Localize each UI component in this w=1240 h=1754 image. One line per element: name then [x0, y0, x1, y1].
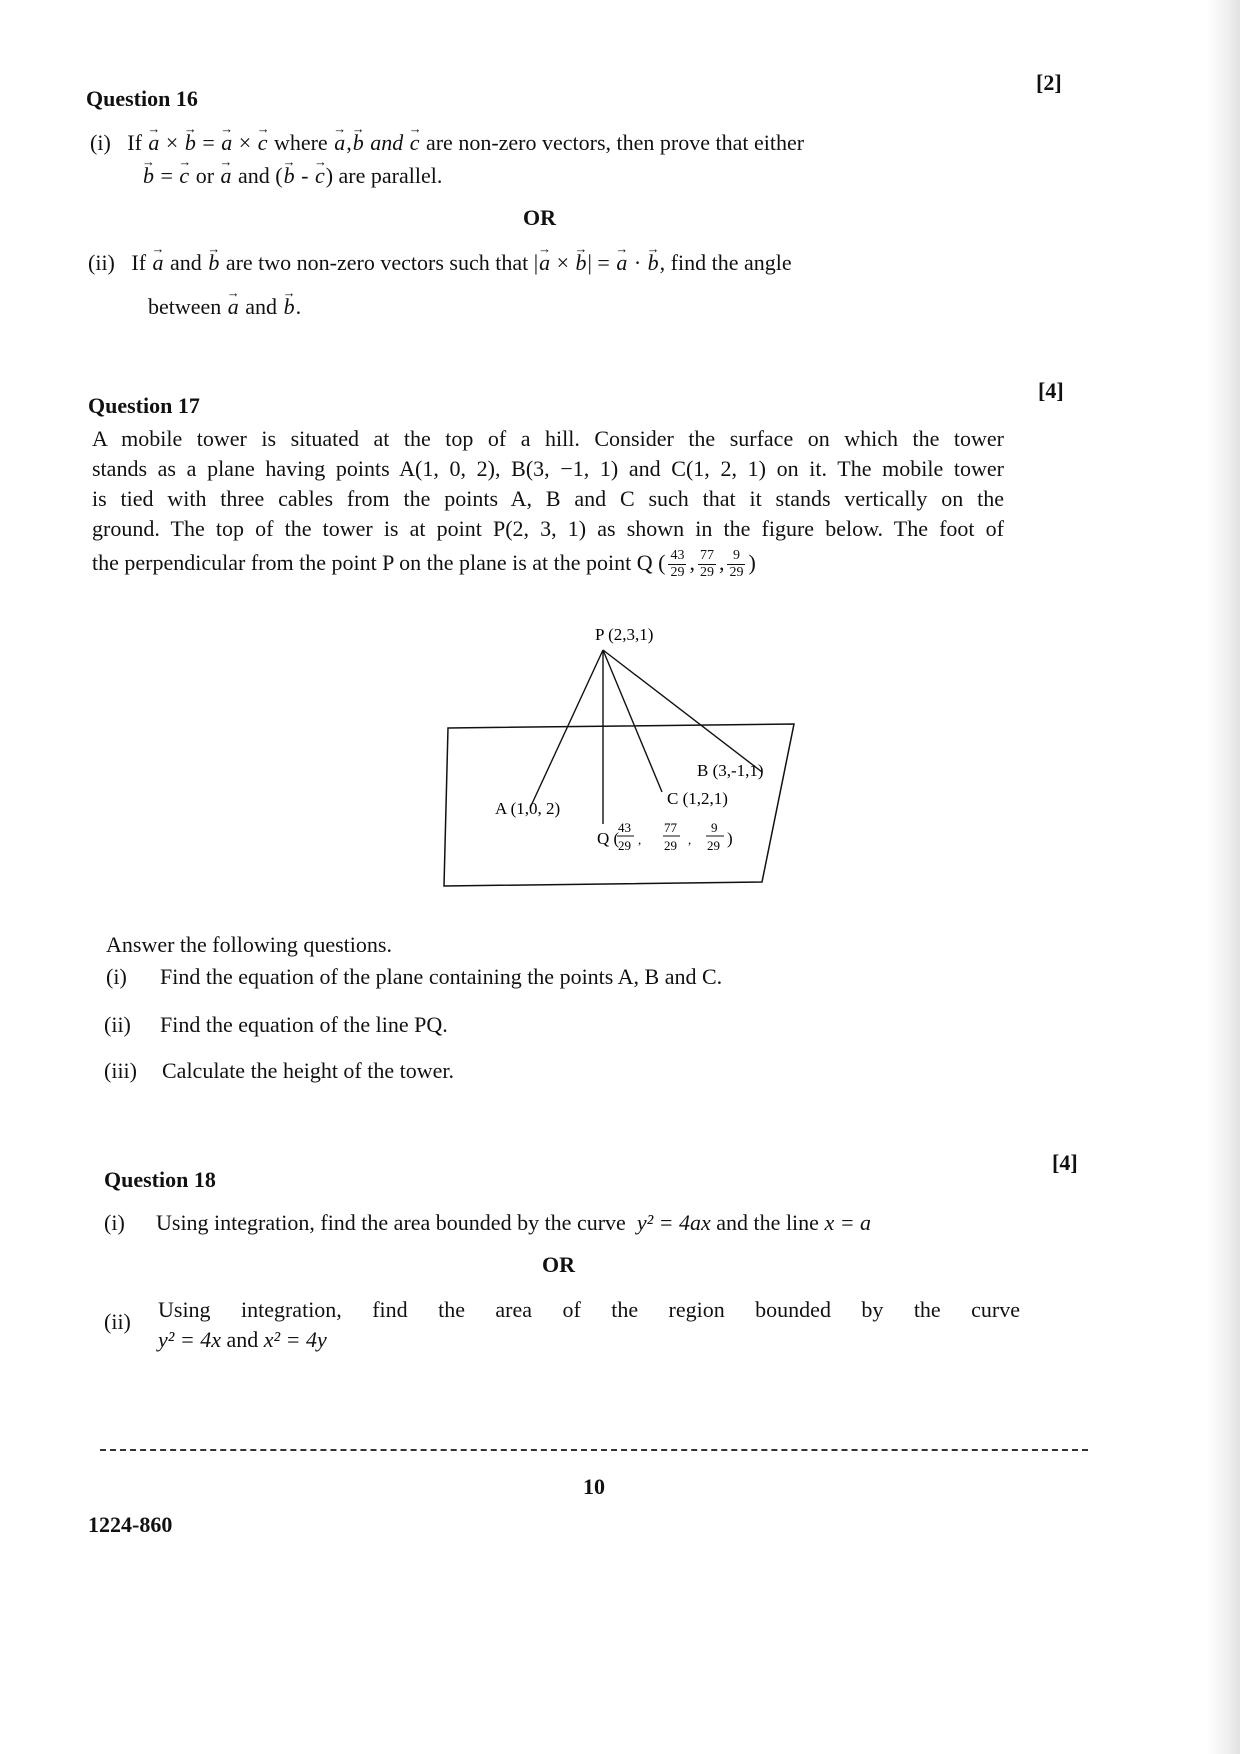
q-z-fraction: $\frac{9}{29}$: [729, 548, 744, 581]
q17-sub-i: (i) Find the equation of the plane containing the points A, B and C.: [106, 964, 723, 989]
q-x-fraction: $\frac{43}{29}$: [670, 548, 685, 581]
q18-or: OR: [542, 1252, 575, 1277]
q16-marks: [2]: [1036, 70, 1062, 95]
q18-part-i: (i) Using integration, find the area bounded by the curve y² = 4ax and the line x = a: [104, 1210, 872, 1235]
svg-text:9: 9: [711, 820, 718, 835]
svg-text:,: ,: [688, 832, 692, 847]
q16-i-label: (i): [90, 130, 111, 155]
q18-marks: [4]: [1052, 1150, 1078, 1175]
svg-text:,: ,: [638, 832, 642, 847]
q17-answer-intro: Answer the following questions.: [106, 932, 392, 957]
paper-code: 1224-860: [88, 1512, 173, 1537]
svg-text:): ): [727, 829, 733, 848]
q16-part-i-line2: → b = → c or → a and (→ b - → c) are parallel.: [142, 161, 442, 191]
svg-text:43: 43: [618, 820, 631, 835]
q16-or: OR: [523, 205, 556, 230]
q17-line-5: the perpendicular from the point P on the plane is at the point Q ( $\frac{43}{29}$ , $\frac{77}{29}$ , $\frac{9}{29}$ ): [92, 548, 756, 581]
page-number: 10: [583, 1474, 605, 1499]
label-b: B (3,-1,1): [697, 761, 764, 780]
label-c: C (1,2,1): [667, 789, 728, 808]
footer-divider: [100, 1449, 1088, 1451]
q17-paragraph: [92, 424, 1004, 581]
svg-text:77: 77: [664, 820, 677, 835]
svg-text:29: 29: [618, 838, 631, 853]
label-q-fractions: [617, 820, 733, 853]
q17-line-3: is tied with three cables from the points A, B and C such that it stands vertically on the: [92, 486, 1004, 511]
q17-line-4: ground. The top of the tower is at point P(2, 3, 1) as shown in the figure below. The foot of: [92, 516, 1004, 541]
label-q: Q (: [597, 829, 620, 848]
cable-pa: [530, 650, 603, 808]
q16-part-i: (i) If → a × → b = → a × → c where → a,→ b and → c are non-zero vectors, then prove that either: [90, 128, 996, 158]
q16-title: Question 16: [86, 86, 198, 111]
cable-pb: [603, 650, 762, 772]
tower-figure: [440, 620, 810, 900]
label-a: A (1,0, 2): [495, 799, 561, 818]
svg-text:29: 29: [664, 838, 677, 853]
q16-part-ii-line2: between → a and → b.: [148, 292, 301, 322]
q17-title: Question 17: [88, 393, 200, 418]
q17-line-2: stands as a plane having points A(1, 0, 2), B(3, −1, 1) and C(1, 2, 1) on it. The mobile tower: [92, 456, 1004, 481]
scan-edge: [1206, 0, 1240, 1754]
label-p: P (2,3,1): [595, 625, 654, 644]
q18-part-ii: (ii) Using integration, find the area of the region bounded by the curve y² = 4x and x² = 4y: [104, 1297, 1020, 1352]
svg-text:29: 29: [707, 838, 720, 853]
q18-title: Question 18: [104, 1167, 216, 1192]
cable-pc: [603, 650, 662, 792]
q17-line-1: A mobile tower is situated at the top of a hill. Consider the surface on which the tower: [92, 426, 1004, 451]
q-y-fraction: $\frac{77}{29}$: [699, 548, 714, 581]
q16-part-ii: (ii) If → a and → b are two non-zero vectors such that |→ a × → b| = → a · → b, find the angle: [88, 248, 998, 278]
q17-sub-ii: (ii) Find the equation of the line PQ.: [104, 1012, 448, 1037]
q17-marks: [4]: [1038, 378, 1064, 403]
q17-sub-iii: (iii) Calculate the height of the tower.: [104, 1058, 455, 1083]
